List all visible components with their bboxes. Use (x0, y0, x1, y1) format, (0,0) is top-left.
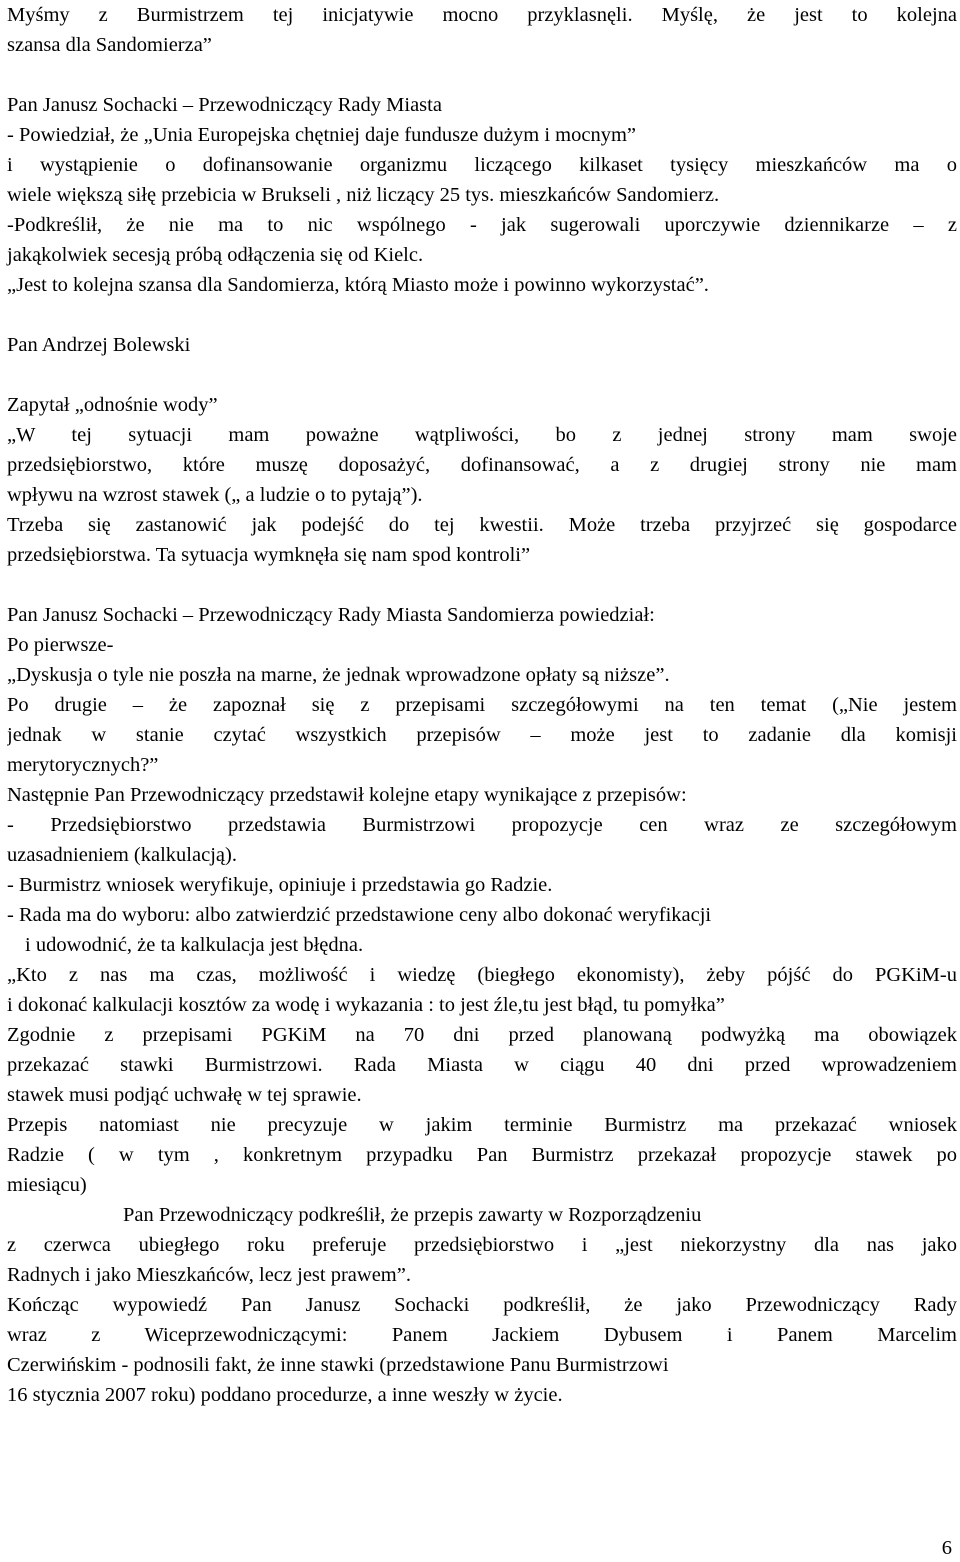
text-line: „Kto z nas ma czas, możliwość i wiedzę (biegłego ekonomisty), żeby pójść do PGKiM-u (7, 964, 957, 986)
text-line: 16 stycznia 2007 roku) poddano procedurze, a inne weszły w życie. (7, 1384, 563, 1406)
text-line: z czerwca ubiegłego roku preferuje przedsiębiorstwo i „jest niekorzystny dla nas jako (7, 1234, 957, 1256)
blank-line (7, 60, 957, 90)
text-line: merytorycznych?” (7, 754, 159, 776)
text-line: „W tej sytuacji mam poważne wątpliwości, bo z jednej strony mam swoje (7, 424, 957, 446)
text-line: Po pierwsze- (7, 634, 114, 656)
text-line: „Jest to kolejna szansa dla Sandomierza, którą Miasto może i powinno wykorzystać”. (7, 274, 709, 296)
text-line: przedsiębiorstwa. Ta sytuacja wymknęła się nam spod kontroli” (7, 544, 531, 566)
text-line: - Rada ma do wyboru: albo zatwierdzić przedstawione ceny albo dokonać weryfikacji (7, 904, 712, 926)
blank-line (7, 570, 957, 600)
text-line: Radzie ( w tym , konkretnym przypadku Pan Burmistrz przekazał propozycje stawek po (7, 1144, 957, 1166)
text-line: Następnie Pan Przewodniczący przedstawił kolejne etapy wynikające z przepisów: (7, 784, 687, 806)
text-line: przekazać stawki Burmistrzowi. Rada Miasta w ciągu 40 dni przed wprowadzeniem (7, 1054, 957, 1076)
text-line: „Dyskusja o tyle nie poszła na marne, że jednak wprowadzone opłaty są niższe”. (7, 664, 670, 686)
text-line: -Podkreślił, że nie ma to nic wspólnego - jak sugerowali uporczywie dziennikarze – z (7, 214, 957, 236)
text-line: Zapytał „odnośnie wody” (7, 394, 218, 416)
document-page (7, 0, 957, 1410)
text-line: Radnych i jako Mieszkańców, lecz jest prawem”. (7, 1264, 411, 1286)
text-line: szansa dla Sandomierza” (7, 34, 212, 56)
text-line: Pan Andrzej Bolewski (7, 334, 191, 356)
text-line: przedsiębiorstwo, które muszę doposażyć, dofinansować, a z drugiej strony nie mam (7, 454, 957, 476)
text-line: jednak w stanie czytać wszystkich przepisów – może jest to zadanie dla komisji (7, 724, 957, 746)
blank-line (7, 300, 957, 330)
text-line: Trzeba się zastanowić jak podejść do tej kwestii. Może trzeba przyjrzeć się gospodarce (7, 514, 957, 536)
text-line: - Przedsiębiorstwo przedstawia Burmistrzowi propozycje cen wraz ze szczegółowym (7, 814, 957, 836)
text-line: wpływu na wzrost stawek („ a ludzie o to pytają”). (7, 484, 423, 506)
text-line: jakąkolwiek secesją próbą odłączenia się od Kielc. (7, 244, 424, 266)
text-line: Po drugie – że zapoznał się z przepisami szczegółowymi na ten temat („Nie jestem (7, 694, 957, 716)
text-line: Zgodnie z przepisami PGKiM na 70 dni przed planowaną podwyżką ma obowiązek (7, 1024, 957, 1046)
text-line: Przepis natomiast nie precyzuje w jakim terminie Burmistrz ma przekazać wniosek (7, 1114, 957, 1136)
text-line: Myśmy z Burmistrzem tej inicjatywie mocno przyklasnęli. Myślę, że jest to kolejna (7, 4, 957, 26)
text-line: i wystąpienie o dofinansowanie organizmu liczącego kilkaset tysięcy mieszkańców ma o (7, 154, 957, 176)
page-number: 6 (941, 1537, 952, 1559)
text-line: Kończąc wypowiedź Pan Janusz Sochacki podkreślił, że jako Przewodniczący Rady (7, 1294, 957, 1316)
text-line: i udowodnić, że ta kalkulacja jest błędna. (25, 934, 364, 956)
text-line: i dokonać kalkulacji kosztów za wodę i wykazania : to jest źle,tu jest błąd, tu pomyłka” (7, 994, 725, 1016)
blank-line (7, 360, 957, 390)
text-line: Pan Przewodniczący podkreślił, że przepis zawarty w Rozporządzeniu (123, 1204, 702, 1226)
text-line: Czerwińskim - podnosili fakt, że inne stawki (przedstawione Panu Burmistrzowi (7, 1354, 669, 1376)
text-line: Pan Janusz Sochacki – Przewodniczący Rady Miasta (7, 94, 442, 116)
text-line: wiele większą siłę przebicia w Brukseli , niż liczący 25 tys. mieszkańców Sandomierz. (7, 184, 720, 206)
text-line: miesiącu) (7, 1174, 87, 1196)
text-line: wraz z Wiceprzewodniczącymi: Panem Jackiem Dybusem i Panem Marcelim (7, 1324, 957, 1346)
text-line: - Burmistrz wniosek weryfikuje, opiniuje i przedstawia go Radzie. (7, 874, 553, 896)
text-line: stawek musi podjąć uchwałę w tej sprawie. (7, 1084, 362, 1106)
text-line: - Powiedział, że „Unia Europejska chętniej daje fundusze dużym i mocnym” (7, 124, 637, 146)
text-line: uzasadnieniem (kalkulacją). (7, 844, 237, 866)
text-line: Pan Janusz Sochacki – Przewodniczący Rady Miasta Sandomierza powiedział: (7, 604, 655, 626)
